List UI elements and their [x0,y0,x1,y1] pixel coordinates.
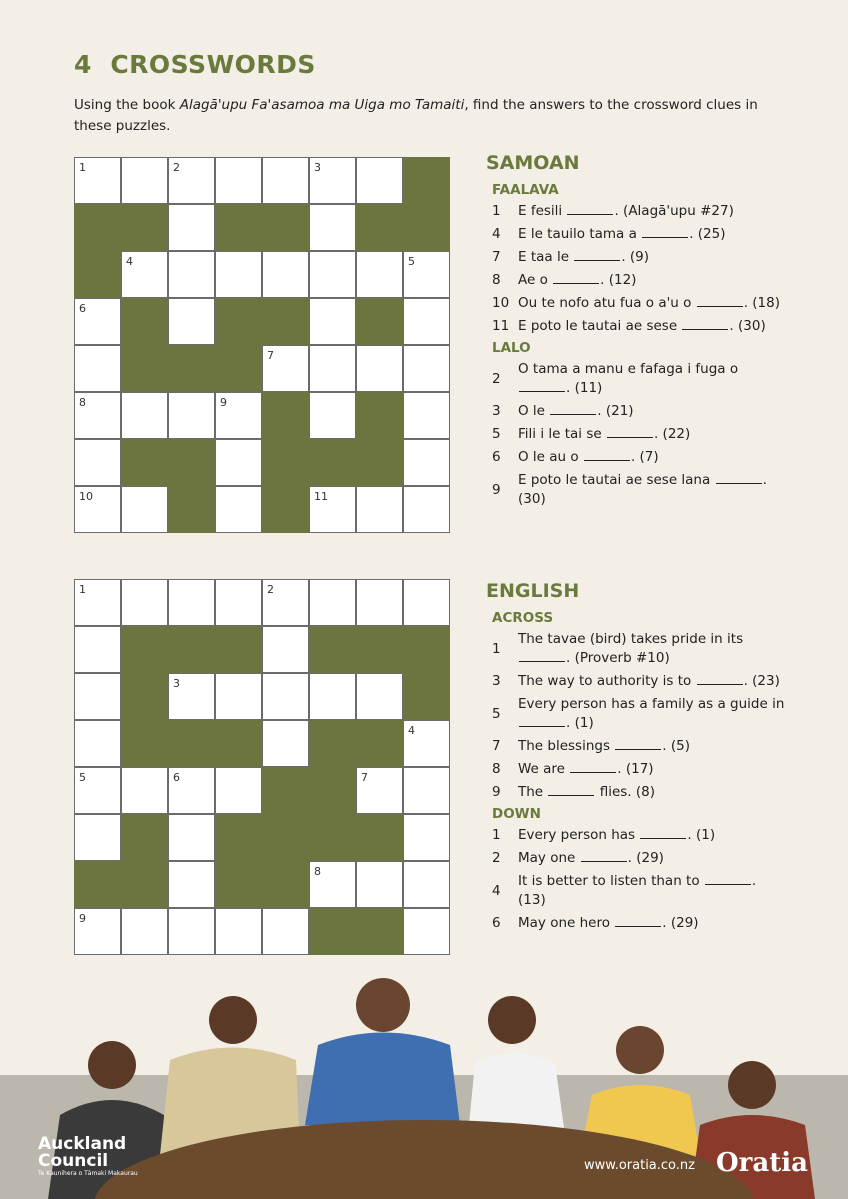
clue-item [486,630,786,668]
grid-cell[interactable] [403,908,450,955]
grid-block [309,626,356,673]
clue-text: The blessings . (5) [518,738,691,754]
clue-text: O le au o . (7) [518,449,659,465]
crossword-grid-samoan [74,157,451,534]
clue-item [486,225,786,244]
clue-text: E poto le tautai ae sese . (30) [518,318,766,334]
grid-block [356,439,403,486]
grid-cell[interactable] [74,579,121,626]
section-title: CROSSWORDS [110,50,316,79]
clue-number: 5 [492,426,501,442]
clue-text: Every person has . (1) [518,827,716,843]
clue-item [486,737,786,756]
answer-blank [570,762,616,773]
clue-number: 11 [492,318,510,334]
grid-cell[interactable] [215,908,262,955]
grid-cell[interactable] [309,861,356,908]
grid-cell[interactable] [356,673,403,720]
grid-block [215,861,262,908]
clue-item [486,271,786,290]
clue-number: 8 [492,761,501,777]
cell-number: 1 [79,161,86,174]
grid-cell[interactable] [403,298,450,345]
answer-blank [574,250,620,261]
grid-cell[interactable] [168,204,215,251]
clue-text: The way to authority is to . (23) [518,673,780,689]
clue-number: 7 [492,249,501,265]
samoan-down-label: LALO [492,340,531,356]
grid-block [121,204,168,251]
grid-cell[interactable] [215,439,262,486]
clue-number: 7 [492,738,501,754]
grid-cell[interactable] [403,720,450,767]
page-title [74,50,316,79]
grid-block [262,814,309,861]
grid-cell[interactable] [309,157,356,204]
cell-number: 2 [267,583,274,596]
clue-number: 1 [492,640,501,657]
grid-cell[interactable] [168,298,215,345]
answer-blank [553,273,599,284]
grid-cell[interactable] [74,673,121,720]
grid-cell[interactable] [309,204,356,251]
grid-cell[interactable] [74,157,121,204]
answer-blank [697,674,743,685]
grid-cell[interactable] [74,392,121,439]
clue-number: 2 [492,850,501,866]
grid-block [309,814,356,861]
clue-number: 10 [492,295,510,311]
english-title: ENGLISH [486,580,580,602]
intro-book-title: Alagā'upu Fa'asamoa ma Uiga mo Tamaiti [179,97,465,113]
grid-cell[interactable] [168,579,215,626]
grid-cell[interactable] [168,767,215,814]
grid-block [215,345,262,392]
grid-cell[interactable] [74,814,121,861]
cell-number: 8 [79,396,86,409]
grid-block [74,204,121,251]
grid-cell[interactable] [168,157,215,204]
cell-number: 1 [79,583,86,596]
english-across-label: ACROSS [492,610,554,626]
clues-samoan [486,152,786,513]
samoan-title: SAMOAN [486,152,580,174]
grid-cell[interactable] [121,251,168,298]
clue-item [486,872,786,910]
grid-block [168,439,215,486]
cell-number: 3 [314,161,321,174]
grid-block [168,720,215,767]
grid-block [215,626,262,673]
clue-text: We are . (17) [518,761,654,777]
grid-cell[interactable] [403,579,450,626]
grid-cell[interactable] [74,720,121,767]
cell-number: 5 [408,255,415,268]
cell-number: 8 [314,865,321,878]
grid-block [262,767,309,814]
grid-cell[interactable] [309,673,356,720]
clue-item [486,672,786,691]
grid-cell[interactable] [403,392,450,439]
cell-number: 5 [79,771,86,784]
clue-item [486,425,786,444]
grid-cell[interactable] [74,626,121,673]
grid-cell[interactable] [262,908,309,955]
grid-cell[interactable] [74,298,121,345]
grid-block [168,486,215,533]
answer-blank [607,427,653,438]
grid-cell[interactable] [74,767,121,814]
clue-number: 3 [492,673,501,689]
clue-item [486,448,786,467]
grid-block [121,298,168,345]
answer-blank [519,716,565,727]
grid-cell[interactable] [309,345,356,392]
grid-block [121,439,168,486]
grid-block [309,720,356,767]
clue-text: Ou te nofo atu fua o a'u o . (18) [518,295,780,311]
grid-cell[interactable] [74,486,121,533]
grid-block [215,298,262,345]
clue-text: O le . (21) [518,403,634,419]
grid-cell[interactable] [356,345,403,392]
grid-cell[interactable] [121,579,168,626]
clue-text: It is better to listen than to . (13) [518,873,757,908]
grid-block [309,439,356,486]
grid-cell[interactable] [403,861,450,908]
english-down-list [486,826,786,933]
clue-item [486,914,786,933]
grid-cell[interactable] [121,157,168,204]
clue-item [486,202,786,221]
grid-block [403,626,450,673]
intro-before: Using the book [74,97,180,113]
grid-cell[interactable] [356,579,403,626]
grid-cell[interactable] [168,908,215,955]
intro-after: , find the answers to the crossword clues in these puzzles. [74,97,758,134]
oratia-logo: Oratia [716,1148,808,1178]
clue-text: E fesili . (Alagā'upu #27) [518,203,734,219]
answer-blank [550,404,596,415]
grid-cell[interactable] [403,767,450,814]
answer-blank [640,828,686,839]
grid-cell[interactable] [356,861,403,908]
grid-cell[interactable] [121,908,168,955]
grid-cell[interactable] [262,345,309,392]
clue-item [486,760,786,779]
grid-cell[interactable] [215,157,262,204]
clues-english [486,580,786,937]
grid-cell[interactable] [309,579,356,626]
answer-blank [519,381,565,392]
grid-block [403,157,450,204]
clue-text: E taa le . (9) [518,249,650,265]
clue-item [486,248,786,267]
cell-number: 3 [173,677,180,690]
cell-number: 4 [126,255,133,268]
clue-item [486,402,786,421]
grid-cell[interactable] [168,861,215,908]
grid-block [262,486,309,533]
grid-cell[interactable] [168,673,215,720]
clue-text: Fili i le tai se . (22) [518,426,691,442]
clue-item [486,695,786,733]
grid-cell[interactable] [403,439,450,486]
grid-block [168,626,215,673]
clue-text: May one hero . (29) [518,915,699,931]
grid-block [262,204,309,251]
auckland-council-logo [38,1136,138,1178]
grid-block [121,626,168,673]
grid-cell[interactable] [262,626,309,673]
council-subtitle: Te Kaunihera o Tāmaki Makaurau [38,1170,138,1177]
grid-cell[interactable] [262,157,309,204]
grid-block [309,908,356,955]
crossword-grid-english [74,579,451,956]
grid-cell[interactable] [403,251,450,298]
clue-text: Ae o . (12) [518,272,637,288]
grid-cell[interactable] [403,814,450,861]
council-line1: Auckland [38,1134,127,1154]
samoan-down-list [486,360,786,509]
cell-number: 6 [79,302,86,315]
clue-text: E le tauilo tama a . (25) [518,226,726,242]
grid-block [356,814,403,861]
clue-item [486,471,786,509]
cell-number: 7 [267,349,274,362]
grid-cell[interactable] [403,486,450,533]
answer-blank [682,319,728,330]
clue-item [486,317,786,336]
cell-number: 4 [408,724,415,737]
answer-blank [615,916,661,927]
answer-blank [519,651,565,662]
grid-cell[interactable] [215,579,262,626]
clue-item [486,360,786,398]
samoan-across-label: FAALAVA [492,182,559,198]
clue-number: 8 [492,272,501,288]
english-down-label: DOWN [492,806,541,822]
grid-cell[interactable] [309,486,356,533]
grid-block [215,720,262,767]
grid-block [262,392,309,439]
grid-cell[interactable] [309,298,356,345]
grid-cell[interactable] [215,767,262,814]
grid-cell[interactable] [262,579,309,626]
grid-block [403,204,450,251]
grid-block [356,908,403,955]
grid-block [215,204,262,251]
clue-number: 9 [492,481,501,498]
grid-block [262,298,309,345]
intro-text [74,95,794,137]
clue-number: 4 [492,882,501,899]
answer-blank [642,227,688,238]
grid-cell[interactable] [356,157,403,204]
clue-number: 6 [492,915,501,931]
cell-number: 2 [173,161,180,174]
answer-blank [716,473,762,484]
grid-block [356,720,403,767]
grid-block [262,439,309,486]
grid-cell[interactable] [262,251,309,298]
grid-cell[interactable] [309,251,356,298]
grid-cell[interactable] [74,439,121,486]
clue-number: 6 [492,449,501,465]
grid-cell[interactable] [168,251,215,298]
grid-block [356,392,403,439]
cell-number: 9 [220,396,227,409]
answer-blank [567,204,613,215]
grid-cell[interactable] [74,908,121,955]
grid-cell[interactable] [262,720,309,767]
grid-cell[interactable] [356,767,403,814]
grid-block [168,345,215,392]
grid-cell[interactable] [309,392,356,439]
grid-cell[interactable] [121,767,168,814]
clue-text: May one . (29) [518,850,664,866]
council-line2: Council [38,1151,109,1171]
answer-blank [581,851,627,862]
grid-block [215,814,262,861]
clue-item [486,783,786,802]
grid-block [309,767,356,814]
clue-number: 5 [492,705,501,722]
grid-cell[interactable] [262,673,309,720]
clue-text: E poto le tautai ae sese lana . (30) [518,472,767,507]
clue-number: 9 [492,784,501,800]
cell-number: 9 [79,912,86,925]
grid-cell[interactable] [74,345,121,392]
grid-cell[interactable] [168,392,215,439]
clue-number: 1 [492,827,501,843]
cell-number: 6 [173,771,180,784]
answer-blank [615,739,661,750]
grid-block [403,673,450,720]
section-number: 4 [74,50,92,79]
samoan-across-list [486,202,786,336]
grid-cell[interactable] [215,673,262,720]
clue-text: The flies. (8) [518,784,655,800]
grid-block [74,861,121,908]
grid-cell[interactable] [215,486,262,533]
grid-cell[interactable] [215,392,262,439]
answer-blank [705,874,751,885]
grid-cell[interactable] [121,392,168,439]
clue-item [486,849,786,868]
clue-number: 2 [492,370,501,387]
grid-block [356,626,403,673]
answer-blank [584,450,630,461]
cell-number: 11 [314,490,328,503]
clue-number: 4 [492,226,501,242]
clue-text: Every person has a family as a guide in . (1) [518,696,785,731]
english-across-list [486,630,786,802]
grid-cell[interactable] [215,251,262,298]
grid-block [121,861,168,908]
answer-blank [548,785,594,796]
grid-cell[interactable] [356,251,403,298]
grid-block [121,345,168,392]
clue-text: The tavae (bird) takes pride in its . (Proverb #10) [518,631,744,666]
clue-number: 1 [492,203,501,219]
grid-cell[interactable] [121,486,168,533]
cell-number: 10 [79,490,93,503]
grid-cell[interactable] [403,345,450,392]
grid-block [356,298,403,345]
clue-item [486,294,786,313]
grid-block [356,204,403,251]
clue-number: 3 [492,403,501,419]
grid-cell[interactable] [168,814,215,861]
grid-block [121,814,168,861]
grid-block [121,720,168,767]
grid-cell[interactable] [356,486,403,533]
grid-block [121,673,168,720]
grid-block [74,251,121,298]
answer-blank [697,296,743,307]
cell-number: 7 [361,771,368,784]
clue-item [486,826,786,845]
footer-url[interactable]: www.oratia.co.nz [584,1158,695,1173]
clue-text: O tama a manu e fafaga i fuga o . (11) [518,361,739,396]
grid-block [262,861,309,908]
